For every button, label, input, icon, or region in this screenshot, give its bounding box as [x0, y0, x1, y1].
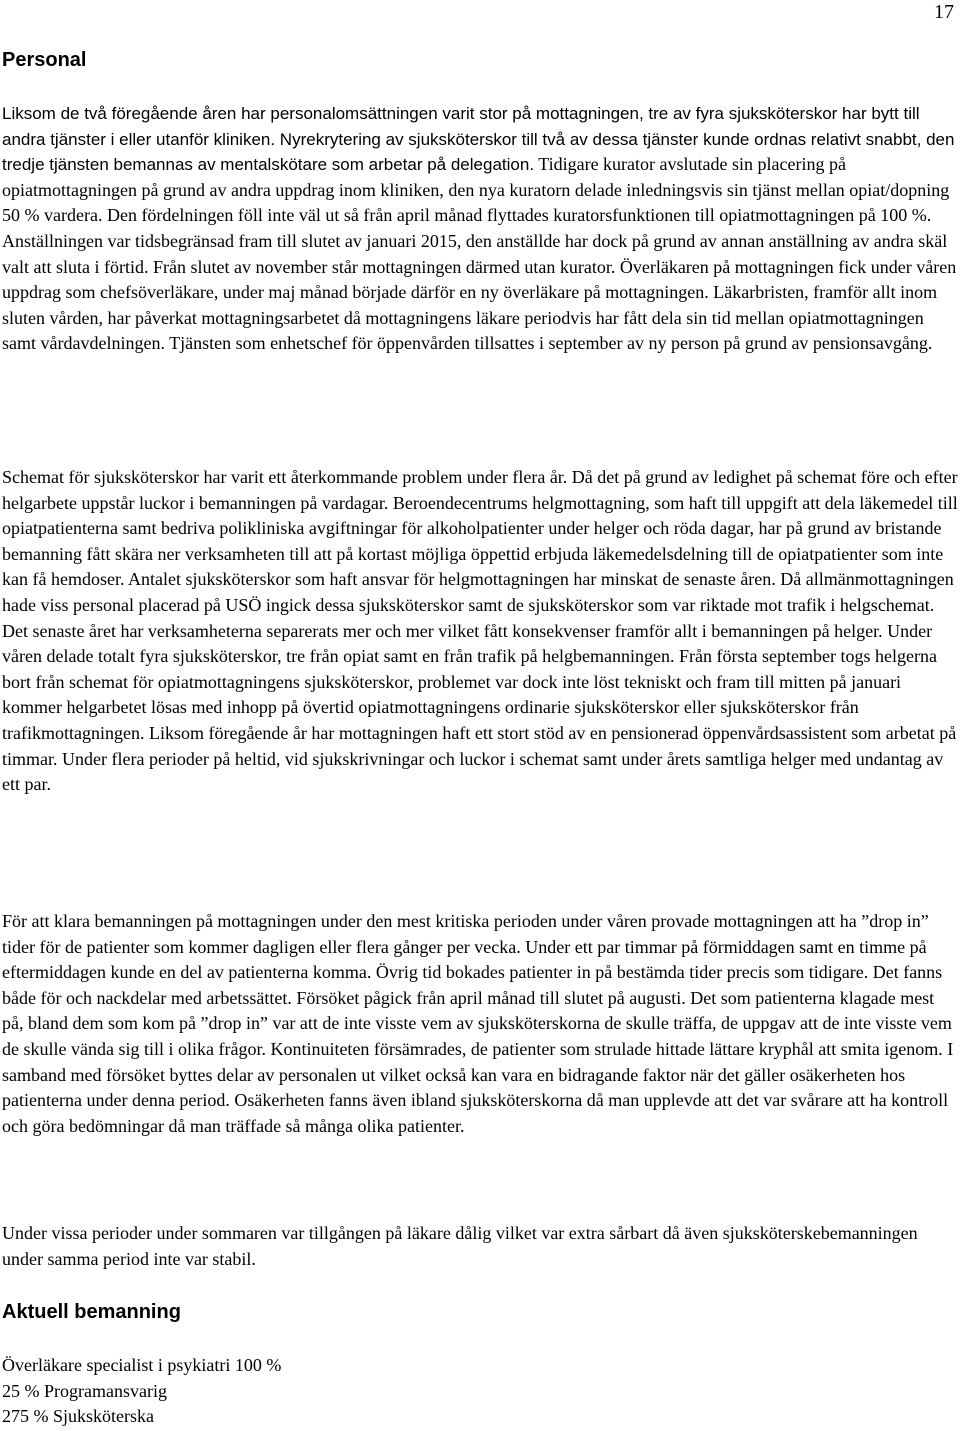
page-number: 17 — [934, 1, 954, 23]
heading-personal: Personal — [2, 49, 87, 71]
paragraph-personnel-turnover — [2, 101, 958, 357]
paragraph-nurse-schedule: Schemat för sjuksköterskor har varit ett återkommande problem under flera år. Då det på grund av ledighet på schemat före och efter helgarbete uppstår luckor i bemanningen på vardagar. Beroendecentrums helgmottagning, som haft till uppgift att dela läkemedel till opiatpatienterna samt bedriva polikliniska avgiftningar för alkoholpatienter under helger och röda dagar, har på grund av bristande bemanning fått skära ner verksamheten till att på kortast möjliga öppettid erbjuda läkemedelsdelning till de opiatpatienter som inte kan få hemdoser. Antalet sjuksköterskor som haft ansvar för helgmottagningen har minskat de senaste åren. Då allmänmottagningen hade viss personal placerad på USÖ ingick dessa sjuksköterskor samt de sjuksköterskor som var riktade mot trafik i helgschemat. Det senaste året har verksamheterna separerats mer och mer vilket fått konsekvenser framför allt i bemanningen på helger. Under våren delade totalt fyra sjuksköterskor, tre från opiat samt en från trafik på helgbemanningen. Från första september togs helgerna bort från schemat för opiatmottagningens sjuksköterskor, problemet var dock inte löst tekniskt och fram till mitten på januari kommer helgarbetet lösas med inhopp på övertid opiatmottagningens ordinarie sjuksköterskor eller sjuksköterskor från trafikmottagningen. Liksom föregående år har mottagningen haft ett stort stöd av en pensionerad öppenvårdsassistent som arbetat på timmar. Under flera perioder på heltid, vid sjukskrivningar och luckor i schemat samt under årets samtliga helger med undantag av ett par. — [2, 467, 958, 795]
staffing-list — [2, 1353, 281, 1430]
list-item: 275 % Sjuksköterska — [2, 1406, 154, 1427]
paragraph-personnel-turnover-sans: Liksom de två föregående åren har personalomsättningen varit stor på mottagningen, tre av fyra sjuksköterskor har bytt till andra tjänster i eller utanför kliniken. Nyrekrytering av sjuksköterskor till två av dessa tjänster kunde ordnas relativt snabbt, den tredje tjänsten bemannas av mentalskötare som arbetar på delegation. — [2, 104, 955, 175]
paragraph-personnel-turnover-serif: Tidigare kurator avslutade sin placering på opiatmottagningen på grund av andra uppdrag inom kliniken, den nya kuratorn delade inledningsvis sin tjänst mellan opiat/dopning 50 % vardera. Den fördelningen föll inte väl ut så från april månad flyttades kuratorsfunktionen till opiatmottagningen på 100 %. Anställningen var tidsbegränsad fram till slutet av januari 2015, den anställde har dock på grund av annan anställning av andra skäl valt att sluta i förtid. Från slutet av november står mottagningen därmed utan kurator. Överläkaren på mottagningen fick under våren uppdrag som chefsöverläkare, under maj månad började därför en ny överläkare på mottagningen. Läkarbristen, framför allt inom sluten vården, har påverkat mottagningsarbetet då mottagningens läkare periodvis har fått dela sin tid mellan opiatmottagningen samt vårdavdelningen. Tjänsten som enhetschef för öppenvården tillsattes i september av ny person på grund av pensionsavgång. — [2, 154, 957, 354]
heading-aktuell-bemanning: Aktuell bemanning — [2, 1301, 181, 1323]
list-item: 25 % Programansvarig — [2, 1380, 167, 1401]
list-item: Överläkare specialist i psykiatri 100 % — [2, 1355, 282, 1375]
paragraph-summer-staffing: Under vissa perioder under sommaren var tillgången på läkare dålig vilket var extra sårbart då även sjuksköterskebemanningen under samma period inte var stabil. — [2, 1223, 918, 1269]
paragraph-drop-in: För att klara bemanningen på mottagningen under den mest kritiska perioden under våren provade mottagningen att ha ”drop in” tider för de patienter som kommer dagligen eller flera gånger per vecka. Under ett par timmar på förmiddagen samt en timme på eftermiddagen kunde en del av patienterna komma. Övrig tid bokades patienter in på bestämda tider precis som tidigare. Det fanns både för och nackdelar med arbetssättet. Försöket pågick från april månad till slutet på augusti. Det som patienterna klagade mest på, bland dem som kom på ”drop in” var att de inte visste vem av sjuksköterskorna de skulle träffa, de uppgav att de inte visste vem de skulle vända sig till i olika frågor. Kontinuiteten försämrades, de patienter som strulade hittade lättare kryphål att smita igenom. I samband med försöket byttes delar av personalen ut vilket också kan vara en bidragande faktor när det gäller osäkerheten hos patienterna under denna period. Osäkerheten fanns även ibland sjuksköterskorna då man upplevde att det var svårare att ha kontroll och göra bedömningar då man träffade så många olika patienter. — [2, 911, 954, 1136]
